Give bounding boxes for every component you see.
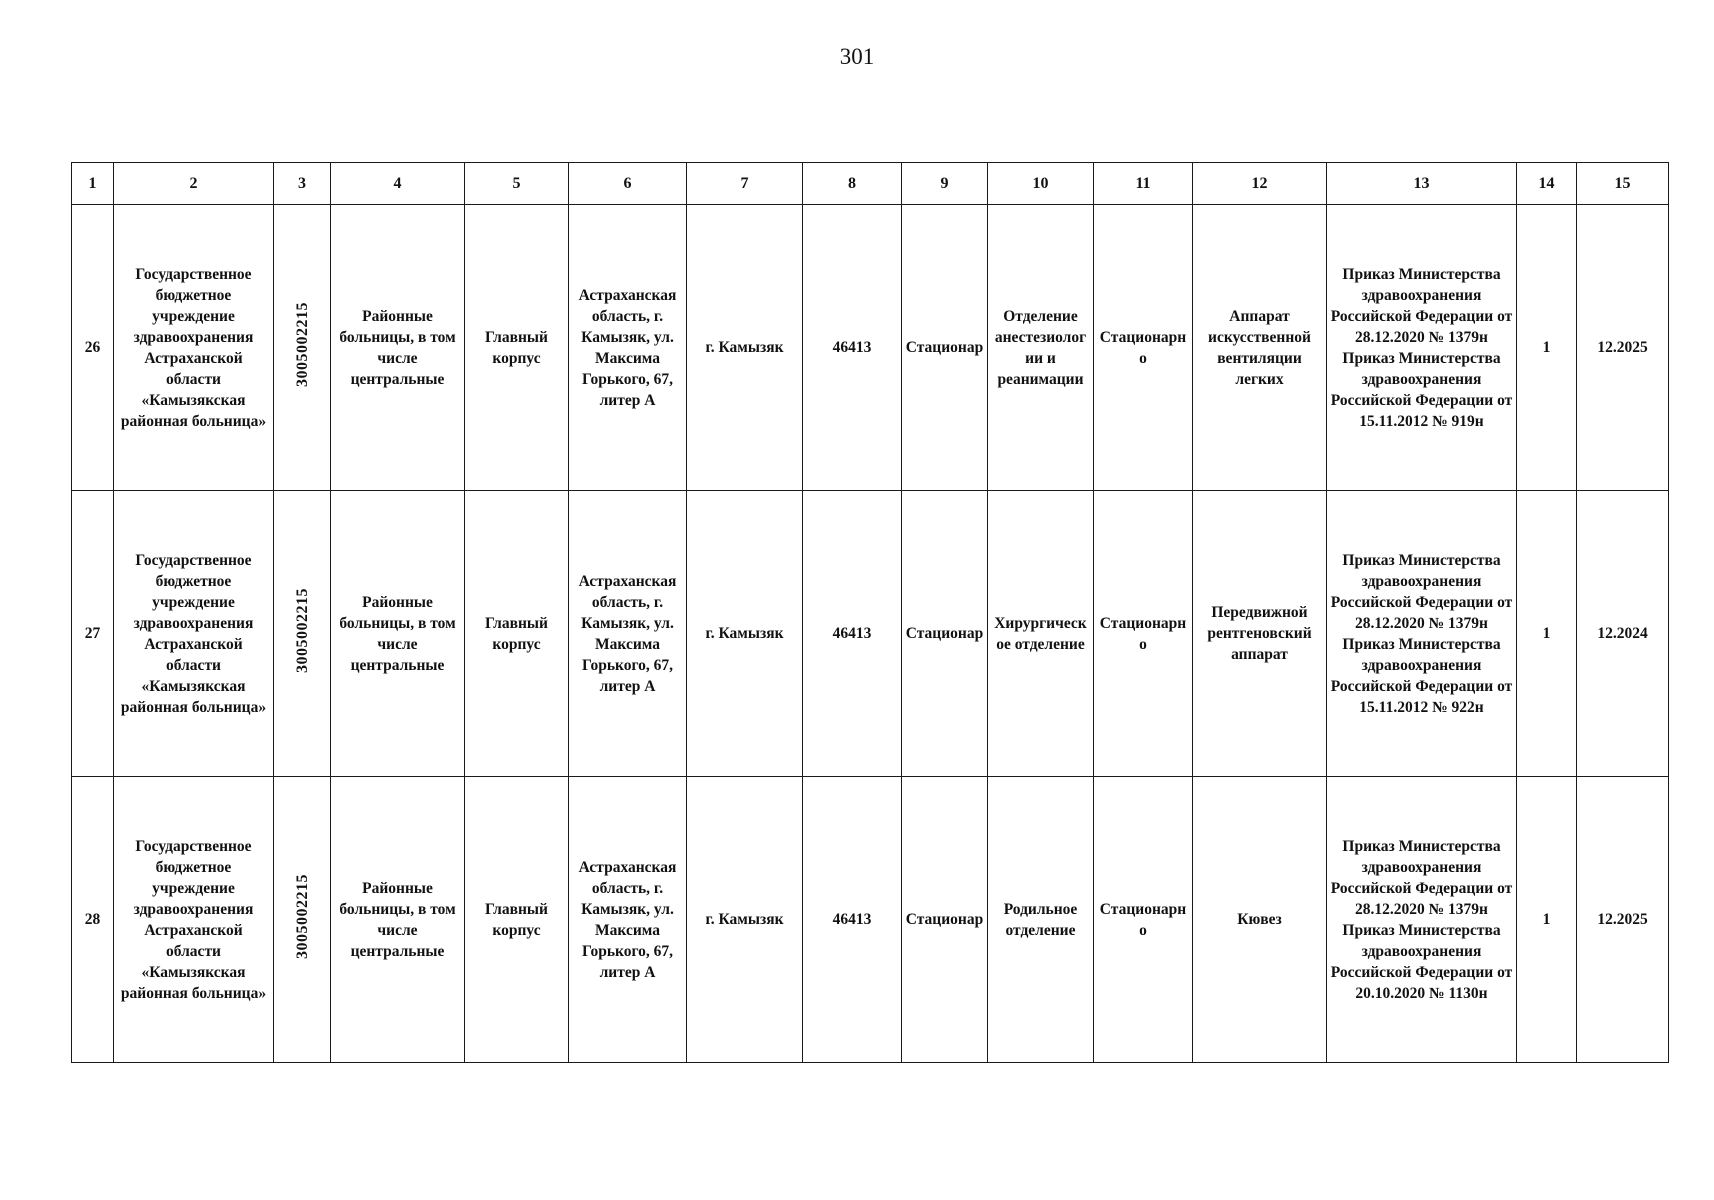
- table-row: [72, 205, 1669, 491]
- row-number: 28: [72, 777, 114, 1063]
- equipment: Кювез: [1193, 777, 1327, 1063]
- address: Астраханская область, г. Камызяк, ул. Максима Горького, 67, литер А: [569, 491, 687, 777]
- regulatory-orders: Приказ Министерства здравоохранения Российской Федерации от 28.12.2020 № 1379н Приказ Министерства здравоохранения Российской Федерации от 20.10.2020 № 1130н: [1327, 777, 1517, 1063]
- deadline-date: 12.2024: [1577, 491, 1669, 777]
- care-conditions: Стационарно: [1094, 491, 1193, 777]
- building: Главный корпус: [465, 777, 569, 1063]
- header-cell: 9: [902, 163, 988, 205]
- header-cell: 13: [1327, 163, 1517, 205]
- organization-code-cell: [274, 205, 331, 491]
- organization-code: 3005002215: [293, 874, 311, 959]
- care-type: Стационар: [902, 777, 988, 1063]
- oktmo-code: 46413: [803, 205, 902, 491]
- header-cell: 8: [803, 163, 902, 205]
- organization-code-cell: [274, 777, 331, 1063]
- table-row: [72, 777, 1669, 1063]
- institution-type: Районные больницы, в том числе центральные: [331, 491, 465, 777]
- city: г. Камызяк: [687, 205, 803, 491]
- organization-name: Государственное бюджетное учреждение здравоохранения Астраханской области «Камызякская районная больница»: [114, 491, 274, 777]
- city: г. Камызяк: [687, 491, 803, 777]
- header-row: [72, 163, 1669, 205]
- department: Отделение анестезиологии и реанимации: [988, 205, 1094, 491]
- building: Главный корпус: [465, 205, 569, 491]
- institution-type: Районные больницы, в том числе центральные: [331, 777, 465, 1063]
- header-cell: 10: [988, 163, 1094, 205]
- organization-code: 3005002215: [293, 588, 311, 673]
- header-cell: 11: [1094, 163, 1193, 205]
- header-cell: 5: [465, 163, 569, 205]
- care-type: Стационар: [902, 491, 988, 777]
- organization-code: 3005002215: [293, 302, 311, 387]
- care-conditions: Стационарно: [1094, 205, 1193, 491]
- row-number: 26: [72, 205, 114, 491]
- deadline-date: 12.2025: [1577, 777, 1669, 1063]
- oktmo-code: 46413: [803, 491, 902, 777]
- header-cell: 7: [687, 163, 803, 205]
- quantity: 1: [1517, 205, 1577, 491]
- address: Астраханская область, г. Камызяк, ул. Максима Горького, 67, литер А: [569, 777, 687, 1063]
- care-conditions: Стационарно: [1094, 777, 1193, 1063]
- address: Астраханская область, г. Камызяк, ул. Максима Горького, 67, литер А: [569, 205, 687, 491]
- header-cell: 4: [331, 163, 465, 205]
- header-cell: 15: [1577, 163, 1669, 205]
- header-cell: 2: [114, 163, 274, 205]
- building: Главный корпус: [465, 491, 569, 777]
- table-row: [72, 491, 1669, 777]
- quantity: 1: [1517, 777, 1577, 1063]
- row-number: 27: [72, 491, 114, 777]
- equipment: Аппарат искусственной вентиляции легких: [1193, 205, 1327, 491]
- header-cell: 12: [1193, 163, 1327, 205]
- organization-name: Государственное бюджетное учреждение здравоохранения Астраханской области «Камызякская районная больница»: [114, 777, 274, 1063]
- organization-code-cell: [274, 491, 331, 777]
- equipment: Передвижной рентгеновский аппарат: [1193, 491, 1327, 777]
- deadline-date: 12.2025: [1577, 205, 1669, 491]
- quantity: 1: [1517, 491, 1577, 777]
- header-cell: 1: [72, 163, 114, 205]
- department: Хирургическое отделение: [988, 491, 1094, 777]
- header-cell: 14: [1517, 163, 1577, 205]
- department: Родильное отделение: [988, 777, 1094, 1063]
- oktmo-code: 46413: [803, 777, 902, 1063]
- header-cell: 6: [569, 163, 687, 205]
- regulatory-orders: Приказ Министерства здравоохранения Российской Федерации от 28.12.2020 № 1379н Приказ Министерства здравоохранения Российской Федерации от 15.11.2012 № 922н: [1327, 491, 1517, 777]
- regulatory-orders: Приказ Министерства здравоохранения Российской Федерации от 28.12.2020 № 1379н Приказ Министерства здравоохранения Российской Федерации от 15.11.2012 № 919н: [1327, 205, 1517, 491]
- institution-type: Районные больницы, в том числе центральные: [331, 205, 465, 491]
- care-type: Стационар: [902, 205, 988, 491]
- header-cell: 3: [274, 163, 331, 205]
- equipment-table: [71, 162, 1669, 1063]
- page-number: 301: [839, 44, 875, 69]
- organization-name: Государственное бюджетное учреждение здравоохранения Астраханской области «Камызякская районная больница»: [114, 205, 274, 491]
- city: г. Камызяк: [687, 777, 803, 1063]
